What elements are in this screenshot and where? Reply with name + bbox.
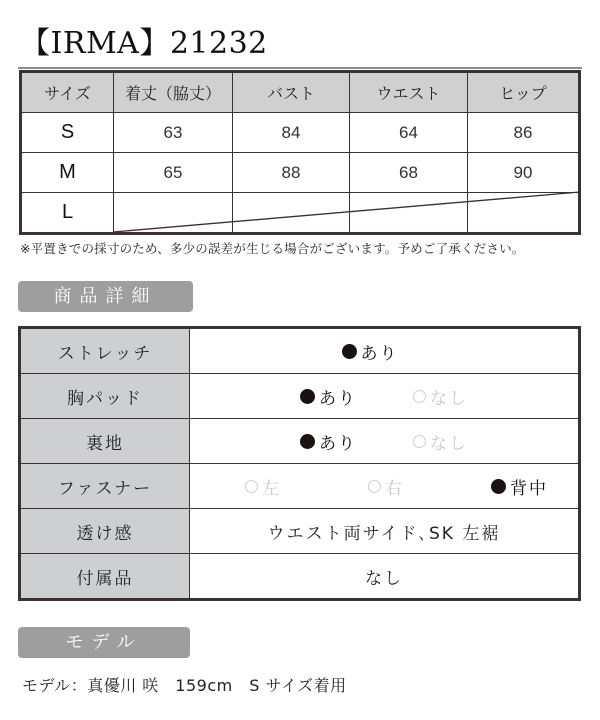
size-cell: L: [21, 193, 114, 234]
hip-cell: [468, 193, 580, 234]
details-table: [18, 326, 581, 601]
section-badge-details: 商品詳細: [18, 281, 193, 312]
size-table: [19, 70, 581, 235]
empty-circle-icon: [245, 480, 258, 493]
size-cell: S: [21, 113, 114, 153]
table-row: [20, 554, 580, 600]
option-no: なし: [413, 384, 468, 409]
column-header-length: 着丈（脇丈）: [114, 72, 233, 113]
detail-value: なし: [190, 554, 580, 600]
option-no: なし: [413, 429, 468, 454]
length-cell: [114, 193, 233, 234]
filled-circle-icon: [300, 434, 315, 449]
filled-circle-icon: [342, 344, 357, 359]
table-row: [20, 328, 580, 374]
detail-label: 胸パッド: [20, 374, 190, 419]
table-row: [21, 193, 580, 234]
option-right: 右: [368, 474, 404, 499]
filled-circle-icon: [491, 479, 506, 494]
model-info: モデル：真優川 咲 159cm S サイズ着用: [22, 676, 347, 695]
table-row: [21, 153, 580, 193]
option-yes: あり: [300, 384, 357, 409]
detail-value: ウエスト両サイド､SK 左裾: [190, 509, 580, 554]
hip-cell: 86: [468, 113, 580, 153]
table-row: [20, 374, 580, 419]
bust-cell: 88: [233, 153, 350, 193]
bust-cell: [233, 193, 350, 234]
detail-label: 透け感: [20, 509, 190, 554]
waist-cell: 68: [350, 153, 468, 193]
waist-cell: 64: [350, 113, 468, 153]
column-header-bust: バスト: [233, 72, 350, 113]
table-row: [20, 464, 580, 509]
option-yes: あり: [342, 339, 399, 364]
size-table-header: [21, 72, 580, 113]
table-row: [20, 419, 580, 464]
waist-cell: [350, 193, 468, 234]
length-cell: 65: [114, 153, 233, 193]
bust-cell: 84: [233, 113, 350, 153]
detail-label: ストレッチ: [20, 328, 190, 374]
option-left: 左: [245, 474, 281, 499]
option-back: 背中: [491, 474, 548, 499]
column-header-size: サイズ: [21, 72, 114, 113]
option-yes: あり: [300, 429, 357, 454]
column-header-waist: ウエスト: [350, 72, 468, 113]
detail-label: 付属品: [20, 554, 190, 600]
empty-circle-icon: [368, 480, 381, 493]
title-divider: [18, 67, 582, 69]
detail-label: 裏地: [20, 419, 190, 464]
empty-circle-icon: [413, 435, 426, 448]
empty-circle-icon: [413, 390, 426, 403]
measurement-note: ※平置きでの採寸のため、多少の誤差が生じる場合がございます。予めご了承ください。: [20, 241, 525, 256]
table-row: [20, 509, 580, 554]
table-row: [21, 113, 580, 153]
detail-label: ファスナー: [20, 464, 190, 509]
length-cell: 63: [114, 113, 233, 153]
hip-cell: 90: [468, 153, 580, 193]
column-header-hip: ヒップ: [468, 72, 580, 113]
section-badge-model: モデル: [18, 627, 190, 658]
filled-circle-icon: [300, 389, 315, 404]
size-cell: M: [21, 153, 114, 193]
product-title: 【IRMA】21232: [20, 26, 268, 61]
